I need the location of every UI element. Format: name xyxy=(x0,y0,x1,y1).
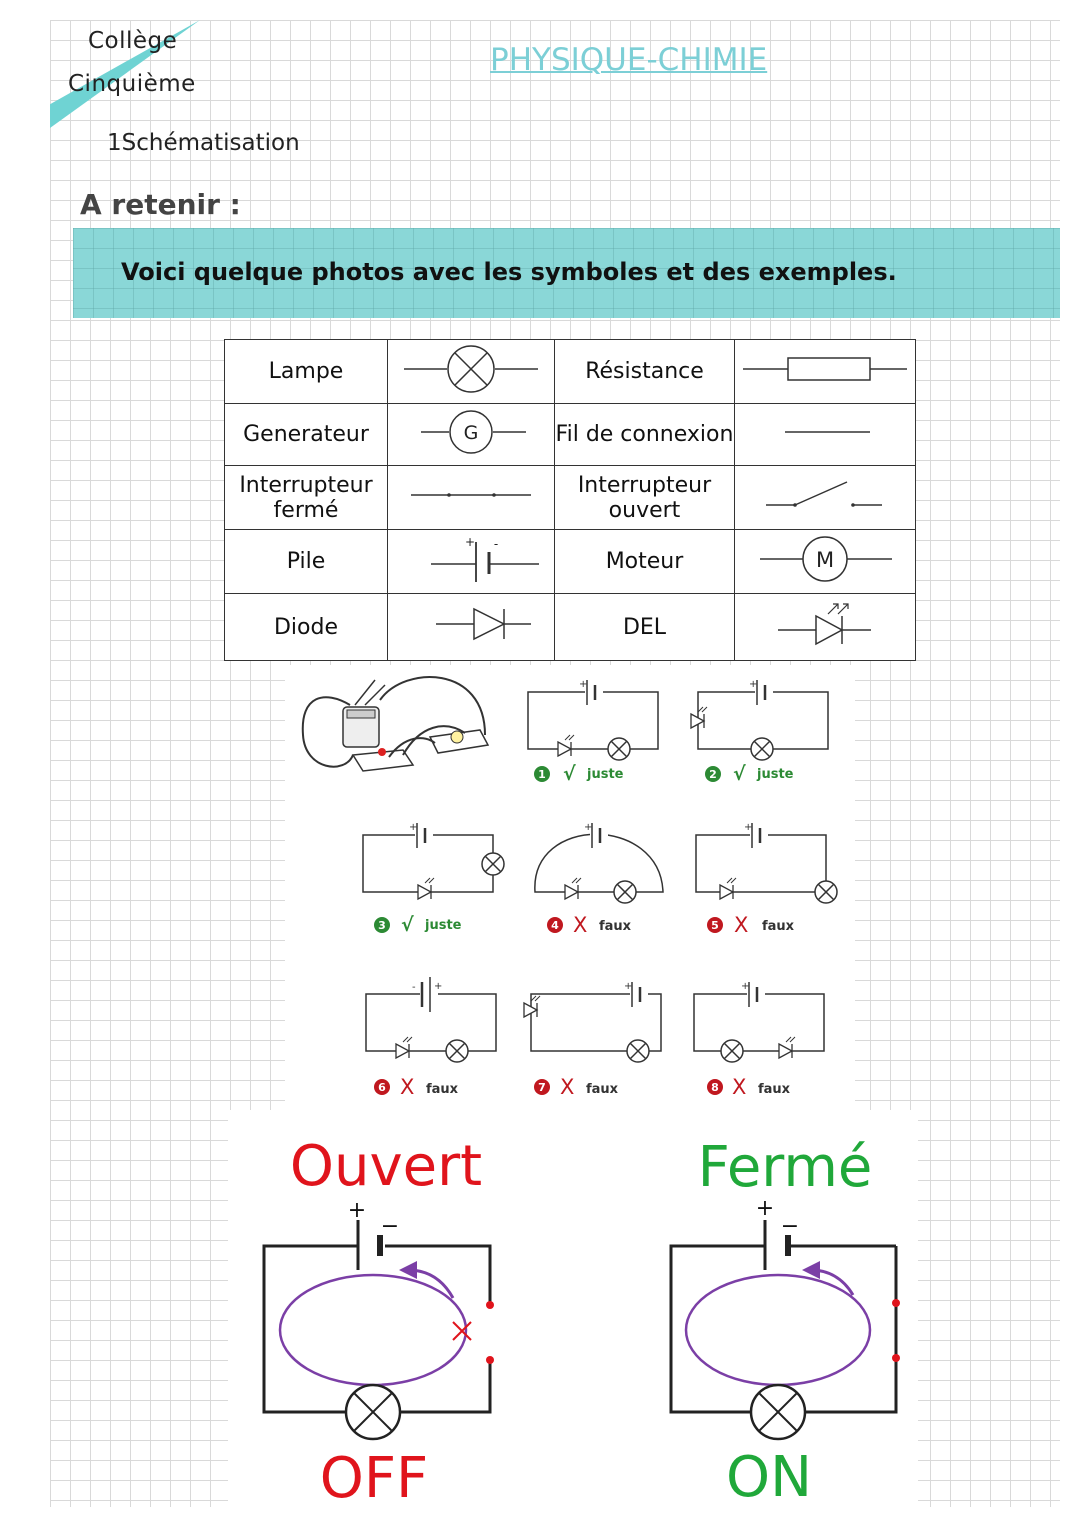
example-number: 7 xyxy=(538,1081,546,1094)
on-label: ON xyxy=(726,1445,812,1510)
subject-title: PHYSIQUE-CHIMIE xyxy=(490,42,768,78)
grade-label: Cinquième xyxy=(68,71,196,97)
example-number: 8 xyxy=(711,1081,719,1094)
minus-sign: - xyxy=(412,982,416,993)
open-switch-symbol xyxy=(735,466,916,530)
cross-mark-icon: X xyxy=(560,1075,575,1099)
example-circuit-1 xyxy=(528,679,658,785)
example-circuit-6 xyxy=(366,977,496,1099)
diode-symbol xyxy=(388,594,555,661)
symbols-table xyxy=(224,339,916,661)
photo-circuit-drawing xyxy=(303,677,488,771)
led-symbol xyxy=(735,594,916,661)
retenir-heading: A retenir : xyxy=(80,188,241,221)
generator-letter: G xyxy=(463,421,479,444)
example-circuit-2 xyxy=(691,679,828,785)
motor-symbol xyxy=(735,530,916,594)
plus-sign: + xyxy=(741,981,750,992)
current-arrow-icon xyxy=(408,1270,453,1298)
check-mark-icon: √ xyxy=(563,763,576,785)
plus-sign: + xyxy=(624,981,633,992)
wire-symbol xyxy=(735,404,916,466)
component-name: DEL xyxy=(555,594,735,661)
component-name: Pile xyxy=(225,530,388,594)
closed-title: Fermé xyxy=(697,1135,873,1200)
table-row xyxy=(225,340,916,404)
off-label: OFF xyxy=(319,1446,429,1510)
component-name: Diode xyxy=(225,594,388,661)
circuit-examples xyxy=(285,665,855,1110)
plus-sign: + xyxy=(584,822,593,833)
example-number: 4 xyxy=(551,919,559,932)
verdict-text: juste xyxy=(587,767,624,782)
open-closed-illustration xyxy=(228,1110,918,1510)
component-name: Interrupteur ouvert xyxy=(555,466,735,530)
plus-sign: + xyxy=(755,1196,775,1221)
example-circuit-7 xyxy=(524,981,661,1099)
plus-sign: + xyxy=(579,679,588,690)
component-name: Interrupteur fermé xyxy=(225,466,388,530)
example-circuit-4 xyxy=(535,822,663,937)
example-circuit-5 xyxy=(696,822,837,937)
component-name: Moteur xyxy=(555,530,735,594)
school-label: Collège xyxy=(88,28,178,54)
verdict-text: juste xyxy=(757,767,794,782)
example-number: 2 xyxy=(709,768,717,781)
cross-mark-icon: X xyxy=(734,913,749,937)
plus-sign: + xyxy=(409,822,418,833)
example-number: 1 xyxy=(538,768,546,781)
component-name: Generateur xyxy=(225,404,388,466)
generator-symbol xyxy=(388,404,555,466)
example-number: 3 xyxy=(378,919,386,932)
cross-mark-icon: X xyxy=(732,1075,747,1099)
example-circuit-8 xyxy=(694,981,824,1099)
resistor-symbol xyxy=(735,340,916,404)
open-title: Ouvert xyxy=(289,1134,483,1199)
plus-sign: + xyxy=(347,1198,367,1223)
component-name: Lampe xyxy=(225,340,388,404)
motor-letter: M xyxy=(815,547,835,572)
section-title: 1Schématisation xyxy=(107,130,300,156)
table-row xyxy=(225,530,916,594)
verdict-text: faux xyxy=(762,919,795,934)
battery-plus: + xyxy=(464,534,476,549)
verdict-text: faux xyxy=(426,1082,459,1097)
table-row xyxy=(225,466,916,530)
cross-mark-icon: X xyxy=(573,913,588,937)
table-row xyxy=(225,594,916,661)
banner-text: Voici quelque photos avec les symboles et des exemples. xyxy=(121,258,897,286)
check-mark-icon: √ xyxy=(401,914,414,936)
check-mark-icon: √ xyxy=(733,763,746,785)
verdict-text: faux xyxy=(599,919,632,934)
info-banner xyxy=(73,228,1060,318)
plus-sign: + xyxy=(749,679,758,690)
closed-switch-symbol xyxy=(388,466,555,530)
closed-circuit xyxy=(671,1135,900,1510)
lamp-symbol xyxy=(388,340,555,404)
cross-mark-icon: X xyxy=(400,1075,415,1099)
verdict-text: faux xyxy=(586,1082,619,1097)
example-number: 6 xyxy=(378,1081,386,1094)
battery-minus: - xyxy=(493,536,499,551)
table-row xyxy=(225,404,916,466)
current-arrow-icon xyxy=(811,1270,853,1295)
battery-symbol xyxy=(388,530,555,594)
example-number: 5 xyxy=(711,919,719,932)
minus-sign: − xyxy=(380,1214,400,1239)
verdict-text: faux xyxy=(758,1082,791,1097)
verdict-text: juste xyxy=(425,918,462,933)
plus-sign: + xyxy=(434,981,443,992)
open-circuit xyxy=(264,1134,494,1510)
plus-sign: + xyxy=(744,822,753,833)
component-name: Résistance xyxy=(555,340,735,404)
minus-sign: − xyxy=(780,1214,800,1239)
example-circuit-3 xyxy=(363,822,504,936)
component-name: Fil de connexion xyxy=(555,404,735,466)
